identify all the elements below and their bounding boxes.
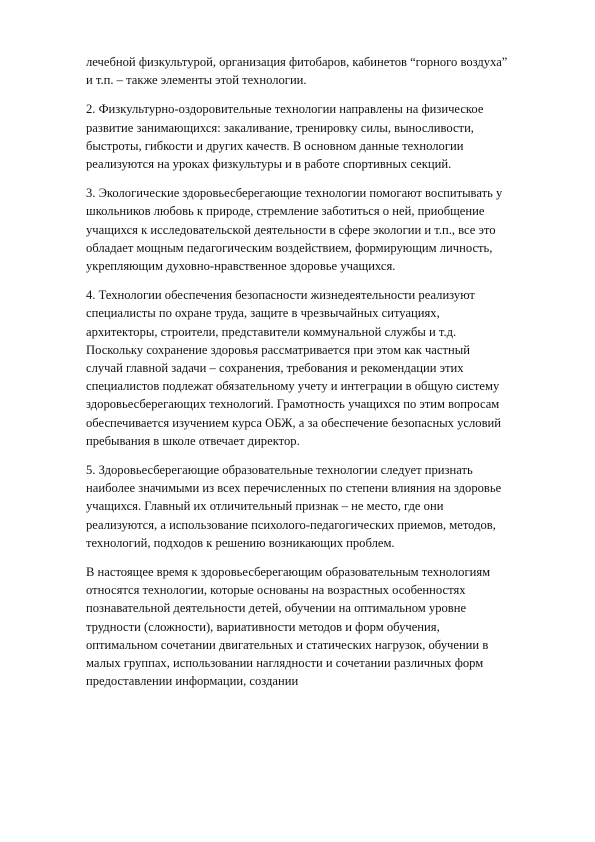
text-line: 2. Физкультурно-оздоровительные технологии направлены на физическое — [86, 102, 484, 117]
paragraph-intro-continuation — [86, 53, 566, 89]
text-line: архитекторы, строители, представители коммунальной службы и т.д. — [86, 324, 457, 339]
text-line: малых группах, использовании наглядности и сочетании различных форм — [86, 656, 484, 671]
text-line: 4. Технологии обеспечения безопасности жизнедеятельности реализуют — [86, 288, 475, 303]
text-line: школьников любовь к природе, стремление заботиться о ней, приобщение — [86, 204, 485, 219]
text-line: реализуются, а использование психолого-педагогических приемов, методов, — [86, 517, 496, 532]
paragraph-ecological — [86, 184, 566, 275]
text-line: обладает мощным педагогическим воздействием, формирующим личность, — [86, 240, 493, 255]
text-line: наиболее значимыми из всех перечисленных по степени влияния на здоровье — [86, 481, 502, 496]
text-line: учащихся к исследовательской деятельности в сфере экологии и т.п., все это — [86, 222, 496, 237]
paragraph-educational-technologies — [86, 461, 566, 552]
text-line: 3. Экологические здоровьесберегающие технологии помогают воспитывать у — [86, 186, 503, 201]
document-body — [86, 53, 566, 702]
text-line: технологий, подходов к решению возникающих проблем. — [86, 535, 395, 550]
text-line: реализуются на уроках физкультуры и в работе спортивных секций. — [86, 157, 452, 172]
text-line: обеспечивается изучением курса ОБЖ, а за обеспечение безопасных условий — [86, 415, 502, 430]
text-line: 5. Здоровьесберегающие образовательные технологии следует признать — [86, 463, 473, 478]
text-line: развитие занимающихся: закаливание, тренировку силы, выносливости, — [86, 120, 474, 135]
text-line: пребывания в школе отвечает директор. — [86, 433, 300, 448]
text-line: укрепляющим духовно-нравственное здоровье учащихся. — [86, 259, 396, 274]
text-line: лечебной физкультурой, организация фитобаров, кабинетов “горного воздуха” — [86, 55, 508, 69]
paragraph-current-technologies — [86, 563, 566, 690]
text-line: здоровьесберегающих технологий. Грамотность учащихся по этим вопросам — [86, 397, 500, 412]
text-line: и т.п. – также элементы этой технологии. — [86, 73, 307, 88]
paragraph-life-safety — [86, 286, 566, 450]
paragraph-physical-culture — [86, 100, 566, 173]
text-line: предоставлении информации, создании — [86, 674, 299, 689]
text-line: Поскольку сохранение здоровья рассматривается при этом как частный — [86, 342, 470, 357]
text-line: оптимальном сочетании двигательных и статических нагрузок, обучении в — [86, 637, 489, 652]
text-line: случай главной задачи – сохранения, требования и рекомендации этих — [86, 361, 464, 376]
text-line: быстроты, гибкости и других качеств. В основном данные технологии — [86, 138, 464, 153]
text-line: В настоящее время к здоровьесберегающим образовательным технологиям — [86, 565, 491, 580]
text-line: учащихся. Главный их отличительный признак – не место, где они — [86, 499, 444, 514]
text-line: относятся технологии, которые основаны на возрастных особенностях — [86, 583, 466, 598]
text-line: трудности (сложности), вариативности методов и форм обучения, — [86, 619, 440, 634]
text-line: познавательной деятельности детей, обучении на оптимальном уровне — [86, 601, 467, 616]
text-line: специалистов подлежат обязательному учету и интеграции в общую систему — [86, 379, 500, 394]
text-line: специалисты по охране труда, защите в чрезвычайных ситуациях, — [86, 306, 440, 321]
